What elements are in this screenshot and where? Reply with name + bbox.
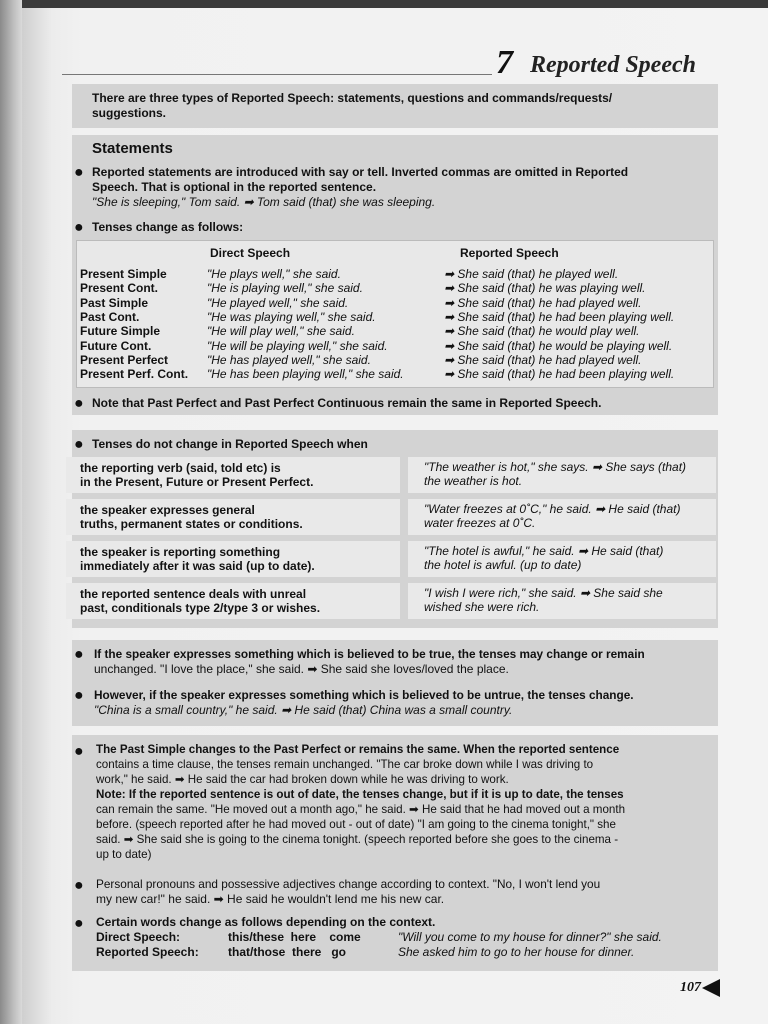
example-line-1: "Water freezes at 0˚C," he said. ➡ He said (that) (424, 502, 681, 516)
past-simple-line: work," he said. ➡ He said the car had broken down while he was driving to work. (96, 773, 509, 786)
example-line-1: "The weather is hot," she says. ➡ She says (that) (424, 460, 687, 474)
condition-line-2: past, conditionals type 2/type 3 or wishes. (80, 601, 321, 615)
pronouns-line1: Personal pronouns and possessive adjectives change according to context. "No, I won't lend you (96, 877, 601, 891)
direct-example: "He has played well," she said. (207, 352, 371, 367)
intro-line-2: suggestions. (92, 106, 167, 120)
direct-example: "He will be playing well," she said. (207, 338, 388, 353)
statements-p1-line2: Speech. That is optional in the reported sentence. (92, 180, 377, 194)
tense-name: Present Simple (80, 267, 167, 281)
past-simple-line: contains a time clause, the tenses remain unchanged. "The car broke down while I was driving to (96, 758, 594, 771)
condition-line-2: in the Present, Future or Present Perfect. (80, 475, 314, 489)
chapter-number: 7 (496, 44, 513, 81)
reported-label: Reported Speech: (96, 945, 199, 959)
false-p2-line1: However, if the speaker expresses something which is believed to be untrue, the tenses change. (94, 688, 634, 702)
bullet: ● (74, 687, 84, 704)
direct-example: "He played well," she said. (207, 295, 349, 310)
example-line-1: "The hotel is awful," he said. ➡ He said (that) (424, 544, 664, 558)
direct-example: "He will play well," she said. (207, 324, 355, 339)
bullet: ● (74, 743, 84, 760)
tense-name: Present Perf. Cont. (80, 367, 189, 382)
direct-example: "He was playing well," she said. (207, 309, 376, 324)
reported-example: ➡ She said (that) he would play well. (444, 324, 640, 339)
example-line-1: "I wish I were rich," she said. ➡ She said she (424, 586, 663, 600)
col-direct-speech: Direct Speech (210, 246, 291, 260)
tenses-intro: Tenses change as follows: (92, 220, 244, 234)
true-p1-line1: If the speaker expresses something which is believed to be true, the tenses may change or remain (94, 647, 645, 661)
statements-example: "She is sleeping," Tom said. ➡ Tom said (that) she was sleeping. (92, 195, 436, 209)
example-line-2: the weather is hot. (424, 474, 523, 488)
words-intro: Certain words change as follows depending on the context. (96, 915, 436, 929)
bullet: ● (74, 436, 84, 453)
reported-example: She asked him to go to her house for dinner. (398, 945, 635, 959)
past-simple-line: before. (speech reported after he had moved out - out of date) "I am going to the cinema tonight," she (96, 818, 616, 831)
tense-name: Past Cont. (80, 309, 140, 324)
top-edge (0, 0, 768, 8)
reported-example: ➡ She said (that) he played well. (444, 267, 619, 281)
intro-line-1: There are three types of Reported Speech: statements, questions and commands/requests/ (92, 91, 613, 105)
pronouns-line2: my new car!" he said. ➡ He said he wouldn't lend me his new car. (96, 892, 445, 906)
tense-name: Future Simple (80, 324, 161, 339)
example-line-2: water freezes at 0˚C. (424, 516, 536, 530)
bullet: ● (74, 877, 84, 894)
bullet: ● (74, 164, 84, 181)
false-p2-line2: "China is a small country," he said. ➡ He said (that) China was a small country. (94, 703, 513, 717)
direct-example: "He plays well," she said. (207, 267, 341, 281)
book-spine (0, 0, 22, 1024)
past-simple-line: Note: If the reported sentence is out of date, the tenses change, but if it is up to date, the tenses (96, 788, 624, 801)
chapter-title: Reported Speech (530, 52, 696, 78)
col-reported-speech: Reported Speech (460, 246, 559, 260)
example-line-2: wished she were rich. (424, 600, 540, 614)
past-simple-line: The Past Simple changes to the Past Perfect or remains the same. When the reported sentence (96, 743, 620, 756)
condition-line-2: truths, permanent states or conditions. (80, 517, 303, 531)
condition-line-2: immediately after it was said (up to date). (80, 559, 315, 573)
header-rule (62, 74, 492, 75)
tense-name: Present Perfect (80, 352, 169, 367)
true-p1-line2: unchanged. "I love the place," she said. ➡ She said she loves/loved the place. (94, 662, 509, 676)
condition-line-1: the speaker is reporting something (80, 545, 281, 559)
bullet: ● (74, 915, 84, 932)
reported-example: ➡ She said (that) he had played well. (444, 352, 642, 367)
reported-example: ➡ She said (that) he had been playing well. (444, 309, 675, 324)
condition-line-1: the reported sentence deals with unreal (80, 587, 307, 601)
note-past-perfect: Note that Past Perfect and Past Perfect Continuous remain the same in Reported Speech. (92, 396, 602, 410)
page-arrow-icon (702, 979, 720, 997)
tense-name: Past Simple (80, 295, 149, 310)
reported-example: ➡ She said (that) he had played well. (444, 295, 642, 310)
direct-example: "He has been playing well," she said. (207, 367, 404, 382)
bullet: ● (74, 395, 84, 412)
past-simple-line: can remain the same. "He moved out a month ago," he said. ➡ He said that he had moved out a month (96, 803, 626, 816)
reported-example: ➡ She said (that) he had been playing well. (444, 367, 675, 382)
direct-label: Direct Speech: (96, 930, 181, 944)
example-line-2: the hotel is awful. (up to date) (424, 558, 582, 572)
bullet: ● (74, 646, 84, 663)
reported-example: ➡ She said (that) he was playing well. (444, 281, 646, 296)
direct-example: "He is playing well," she said. (207, 281, 363, 296)
past-simple-line: said. ➡ She said she is going to the cinema tonight. (speech reported before she goes to the cinema - (96, 833, 619, 846)
condition-line-1: the reporting verb (said, told etc) is (80, 461, 281, 475)
reported-example: ➡ She said (that) he would be playing well. (444, 338, 673, 353)
statements-p1-line1: Reported statements are introduced with say or tell. Inverted commas are omitted in Reported (92, 165, 629, 179)
tense-name: Future Cont. (80, 338, 152, 353)
direct-example: "Will you come to my house for dinner?" she said. (398, 930, 662, 944)
no-change-heading: Tenses do not change in Reported Speech when (92, 437, 368, 451)
condition-line-1: the speaker expresses general (80, 503, 255, 517)
past-simple-line: up to date) (96, 848, 152, 861)
tense-name: Present Cont. (80, 281, 159, 296)
reported-words: that/those there go (228, 945, 347, 959)
direct-words: this/these here come (228, 930, 361, 944)
page-number: 107 (680, 980, 701, 995)
statements-heading: Statements (92, 140, 173, 157)
bullet: ● (74, 219, 84, 236)
